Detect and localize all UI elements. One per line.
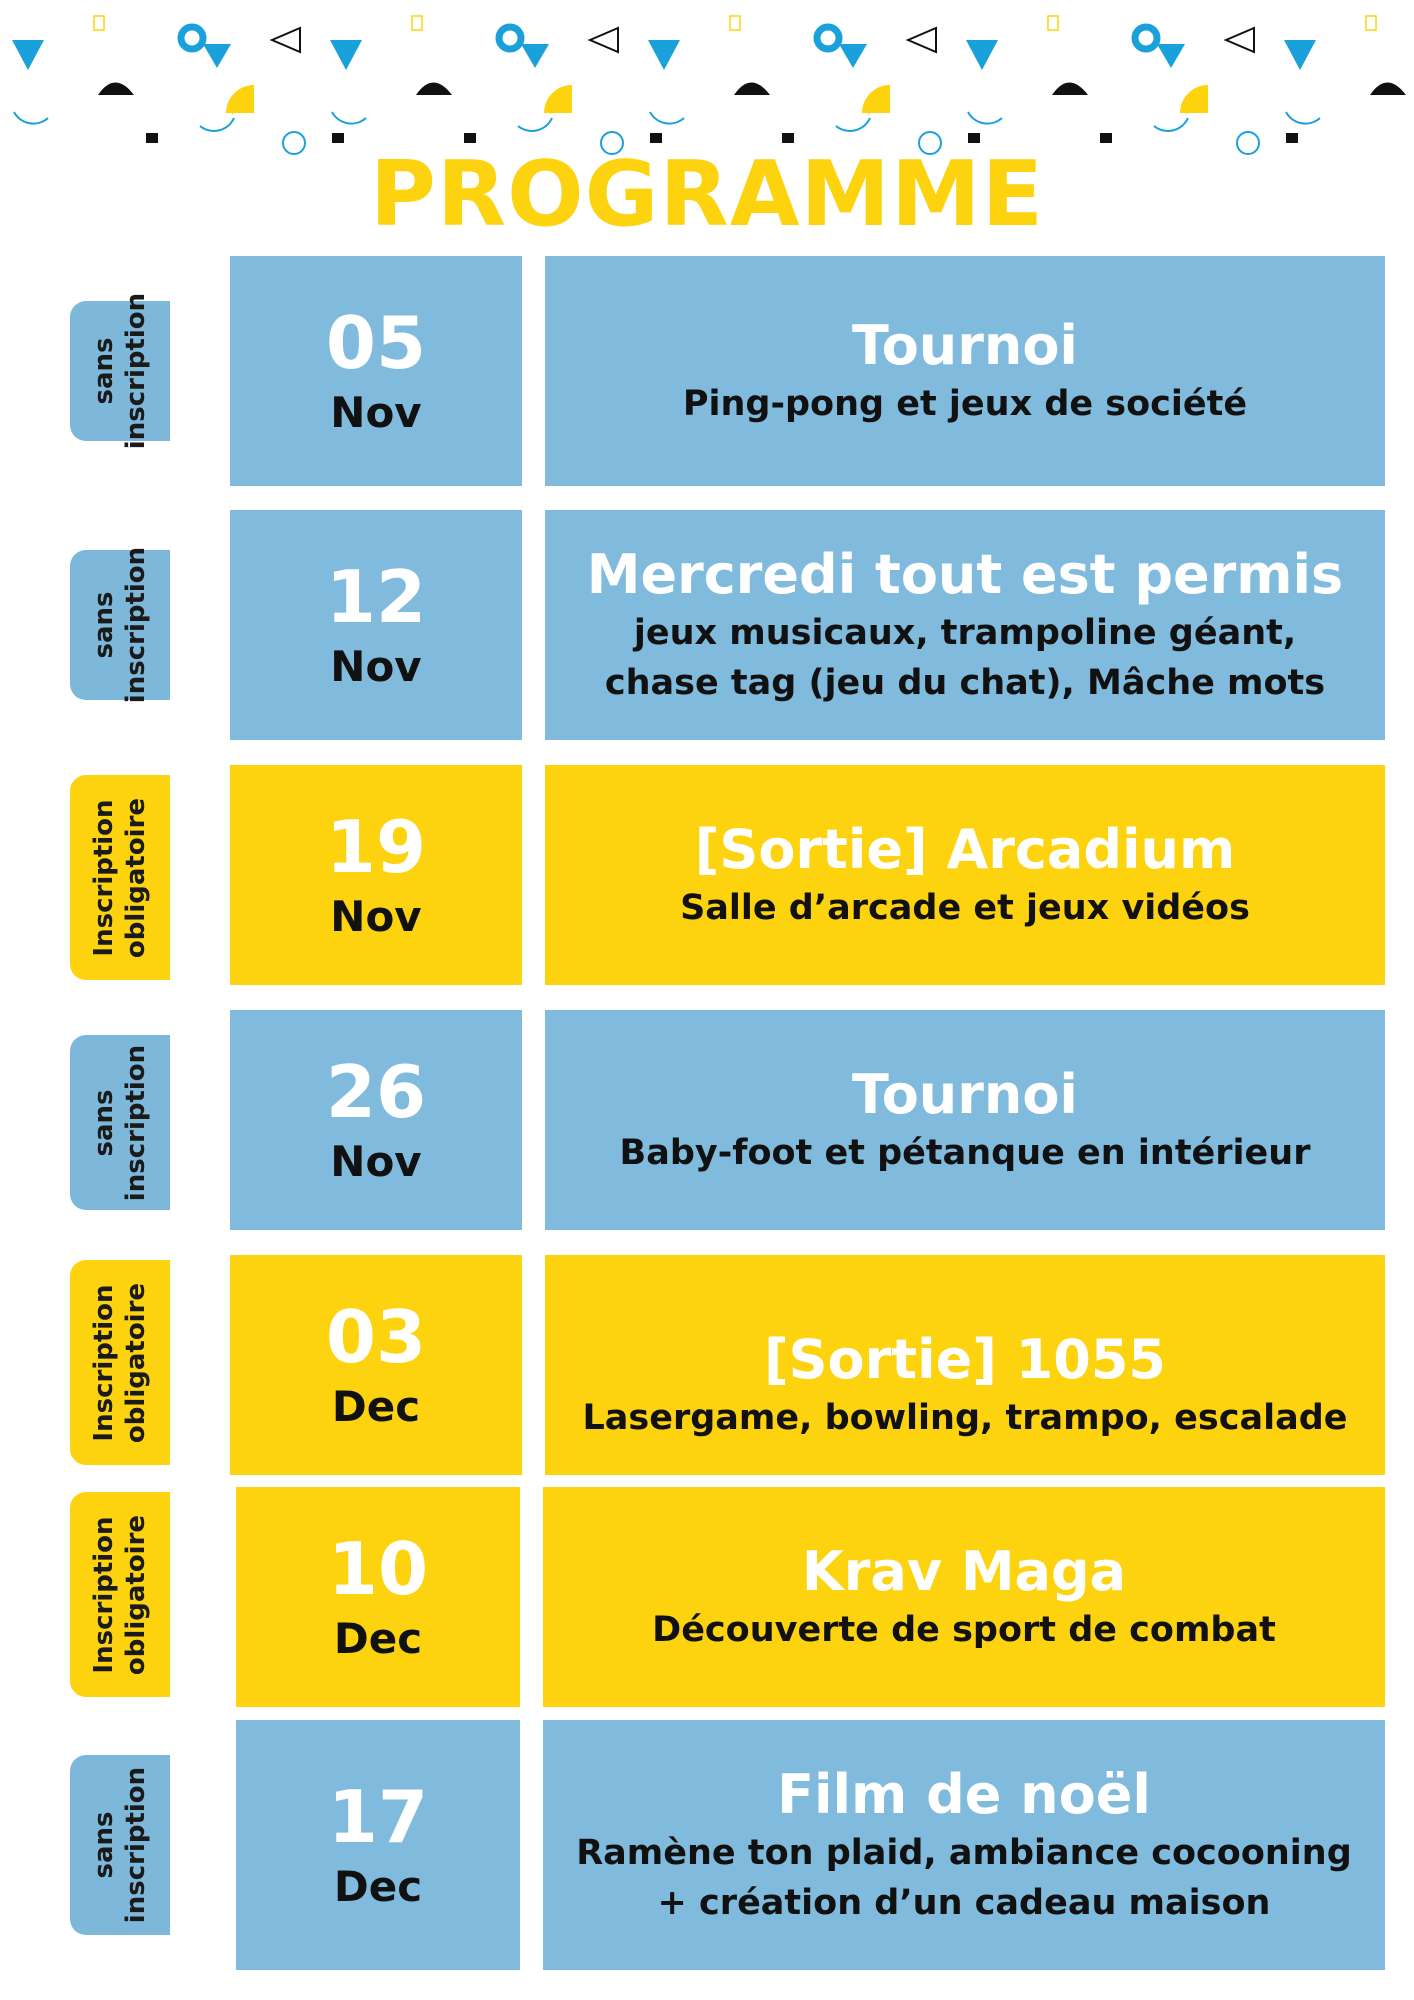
square-outline-shape bbox=[730, 16, 740, 30]
event-details bbox=[545, 510, 1385, 740]
dome-shape bbox=[98, 83, 134, 96]
arc-shape bbox=[518, 118, 552, 131]
event-month: Dec bbox=[333, 1862, 423, 1911]
arc-shape bbox=[1154, 118, 1188, 131]
arc-shape bbox=[200, 118, 234, 131]
event-day: 05 bbox=[325, 301, 427, 385]
tag-line-2: inscription bbox=[121, 1766, 151, 1924]
quarter-shape bbox=[226, 85, 254, 113]
event-month: Nov bbox=[330, 388, 422, 437]
arc-shape bbox=[650, 112, 684, 124]
event-details bbox=[545, 1255, 1385, 1475]
event-description: Découverte de sport de combat bbox=[652, 1610, 1276, 1650]
triangle-shape bbox=[839, 44, 867, 68]
event-date bbox=[230, 256, 522, 486]
event-month: Nov bbox=[330, 892, 422, 941]
event-details bbox=[545, 765, 1385, 985]
event-description: Ramène ton plaid, ambiance cocooning + création d’un cadeau maison bbox=[576, 1833, 1352, 1923]
ring-shape bbox=[1135, 27, 1157, 49]
event-title: Tournoi bbox=[852, 314, 1078, 377]
triangle-shape bbox=[1157, 44, 1185, 68]
tag-line-1: sans bbox=[89, 591, 119, 659]
event-description: Lasergame, bowling, trampo, escalade bbox=[582, 1398, 1348, 1438]
event-details bbox=[545, 256, 1385, 486]
event-day: 19 bbox=[325, 805, 427, 889]
triangle-outline-shape bbox=[590, 28, 618, 52]
triangle-outline-shape bbox=[1226, 28, 1254, 52]
event-row bbox=[0, 765, 1414, 985]
page-title: PROGRAMME bbox=[369, 142, 1045, 247]
tag-line-1: sans bbox=[89, 1089, 119, 1157]
event-day: 12 bbox=[325, 555, 427, 639]
event-date bbox=[230, 510, 522, 740]
event-date bbox=[230, 1010, 522, 1230]
arc-shape bbox=[968, 112, 1002, 124]
event-row bbox=[0, 1255, 1414, 1475]
event-details bbox=[545, 1010, 1385, 1230]
registration-tag bbox=[70, 1492, 170, 1697]
quarter-shape bbox=[544, 85, 572, 113]
event-day: 10 bbox=[327, 1527, 429, 1611]
event-row bbox=[0, 256, 1414, 486]
registration-tag bbox=[70, 1260, 170, 1465]
square-outline-shape bbox=[412, 16, 422, 30]
event-row bbox=[0, 1720, 1414, 1970]
confetti-decoration bbox=[0, 0, 1414, 160]
triangle-shape bbox=[203, 44, 231, 68]
square-outline-shape bbox=[94, 16, 104, 30]
tag-line-2: obligatoire bbox=[121, 1514, 151, 1675]
arc-shape bbox=[14, 112, 48, 124]
triangle-shape bbox=[521, 44, 549, 68]
event-date bbox=[236, 1487, 520, 1707]
square-outline-shape bbox=[1366, 16, 1376, 30]
registration-tag bbox=[70, 1755, 170, 1935]
registration-tag bbox=[70, 292, 170, 450]
quarter-shape bbox=[862, 85, 890, 113]
event-description: Salle d’arcade et jeux vidéos bbox=[680, 888, 1250, 928]
arc-shape bbox=[836, 118, 870, 131]
triangle-shape bbox=[648, 40, 680, 70]
tag-line-2: obligatoire bbox=[121, 797, 151, 958]
event-description: jeux musicaux, trampoline géant, chase tag (jeu du chat), Mâche mots bbox=[604, 613, 1326, 703]
triangle-shape bbox=[330, 40, 362, 70]
event-title: Tournoi bbox=[852, 1063, 1078, 1126]
dome-shape bbox=[734, 83, 770, 96]
event-details bbox=[543, 1487, 1385, 1707]
tag-line-2: obligatoire bbox=[121, 1282, 151, 1443]
tag-line-1: sans bbox=[89, 1811, 119, 1879]
registration-tag bbox=[70, 546, 170, 704]
event-day: 26 bbox=[325, 1050, 427, 1134]
triangle-outline-shape bbox=[908, 28, 936, 52]
ring-shape bbox=[499, 27, 521, 49]
event-title: Krav Maga bbox=[801, 1540, 1127, 1603]
event-date bbox=[230, 765, 522, 985]
event-details bbox=[543, 1720, 1385, 1970]
triangle-shape bbox=[1284, 40, 1316, 70]
quarter-shape bbox=[1180, 85, 1208, 113]
dome-shape bbox=[416, 83, 452, 96]
dome-shape bbox=[1052, 83, 1088, 96]
arc-shape bbox=[332, 112, 366, 124]
ring-shape bbox=[817, 27, 839, 49]
event-month: Dec bbox=[333, 1614, 423, 1663]
event-title: [Sortie] 1055 bbox=[763, 1328, 1167, 1391]
registration-tag bbox=[70, 775, 170, 980]
event-row bbox=[0, 1487, 1414, 1707]
event-title: Film de noël bbox=[777, 1763, 1151, 1826]
event-row bbox=[0, 510, 1414, 740]
triangle-shape bbox=[12, 40, 44, 70]
tag-line-2: inscription bbox=[121, 546, 151, 704]
event-date bbox=[236, 1720, 520, 1970]
tag-line-1: Inscription bbox=[89, 1283, 119, 1442]
event-row bbox=[0, 1010, 1414, 1230]
registration-tag bbox=[70, 1035, 170, 1210]
event-month: Dec bbox=[331, 1382, 421, 1431]
tag-line-2: inscription bbox=[121, 292, 151, 450]
square-outline-shape bbox=[1048, 16, 1058, 30]
tag-line-1: Inscription bbox=[89, 1515, 119, 1674]
dome-shape bbox=[1370, 83, 1406, 96]
event-description: Ping-pong et jeux de société bbox=[682, 384, 1248, 424]
event-date bbox=[230, 1255, 522, 1475]
event-title: [Sortie] Arcadium bbox=[694, 818, 1236, 881]
tag-line-1: sans bbox=[89, 337, 119, 405]
event-day: 17 bbox=[327, 1775, 429, 1859]
tag-line-2: inscription bbox=[121, 1044, 151, 1201]
ring-shape bbox=[181, 27, 203, 49]
arc-shape bbox=[1286, 112, 1320, 124]
event-month: Nov bbox=[330, 642, 422, 691]
event-month: Nov bbox=[330, 1137, 422, 1186]
event-description: Baby-foot et pétanque en intérieur bbox=[619, 1133, 1311, 1173]
event-day: 03 bbox=[325, 1295, 427, 1379]
triangle-shape bbox=[966, 40, 998, 70]
tag-line-1: Inscription bbox=[89, 798, 119, 957]
triangle-outline-shape bbox=[272, 28, 300, 52]
event-title: Mercredi tout est permis bbox=[586, 543, 1344, 606]
